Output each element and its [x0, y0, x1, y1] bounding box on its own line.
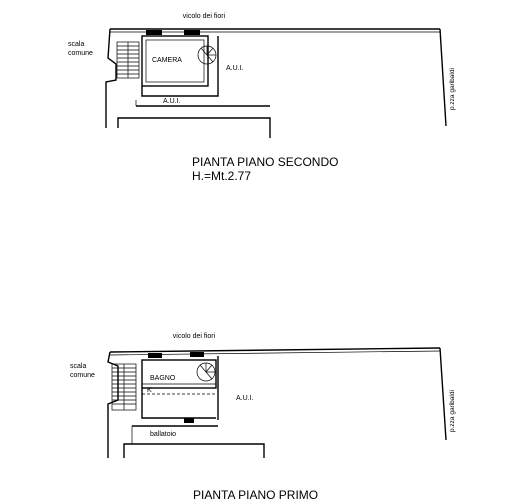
stair-label-line1: scala: [68, 41, 85, 48]
room-camera-label: CAMERA: [152, 57, 182, 64]
street-label: vicolo dei fiori: [172, 333, 216, 340]
right-boundary-wall: [440, 29, 446, 126]
room-aui-label-right: A.U.I.: [226, 65, 244, 72]
plan-height: H.=Mt.2.77: [192, 169, 252, 183]
bottom-wall: [118, 118, 270, 138]
aui-room-wall: [142, 36, 218, 96]
ballatoio-label: ballatoio: [150, 431, 177, 438]
window-right: [190, 352, 204, 357]
spiral-stair: [198, 46, 216, 64]
window-right: [184, 30, 200, 35]
bottom-wall: [124, 444, 264, 458]
second-floor-plan: [68, 13, 456, 183]
spiral-stair: [197, 363, 215, 381]
stair-label-line1: scala: [70, 363, 87, 370]
door-marker: [184, 418, 194, 423]
room-bagno-label: BAGNO: [150, 375, 176, 382]
square-label: p.zza garibaldi: [449, 390, 456, 432]
room-aui-label-lower: A.U.I.: [163, 98, 181, 105]
room-k-label: K: [147, 387, 152, 394]
right-boundary-wall: [440, 348, 446, 440]
common-stair: [117, 42, 139, 78]
window-left: [148, 353, 162, 358]
kitchen-wall: [142, 388, 216, 418]
first-floor-plan: [70, 333, 456, 502]
stair-label-line2: comune: [70, 372, 95, 379]
left-wall: [106, 29, 116, 128]
square-label: p.zza garibaldi: [449, 68, 456, 110]
plan-title: PIANTA PIANO PRIMO: [193, 488, 319, 502]
stair-label-line2: comune: [68, 50, 93, 57]
plan-title: PIANTA PIANO SECONDO: [192, 155, 339, 169]
room-aui-label: A.U.I.: [236, 395, 254, 402]
window-left: [146, 30, 162, 35]
common-stair: [112, 364, 136, 410]
street-label: vicolo dei fiori: [182, 13, 226, 20]
